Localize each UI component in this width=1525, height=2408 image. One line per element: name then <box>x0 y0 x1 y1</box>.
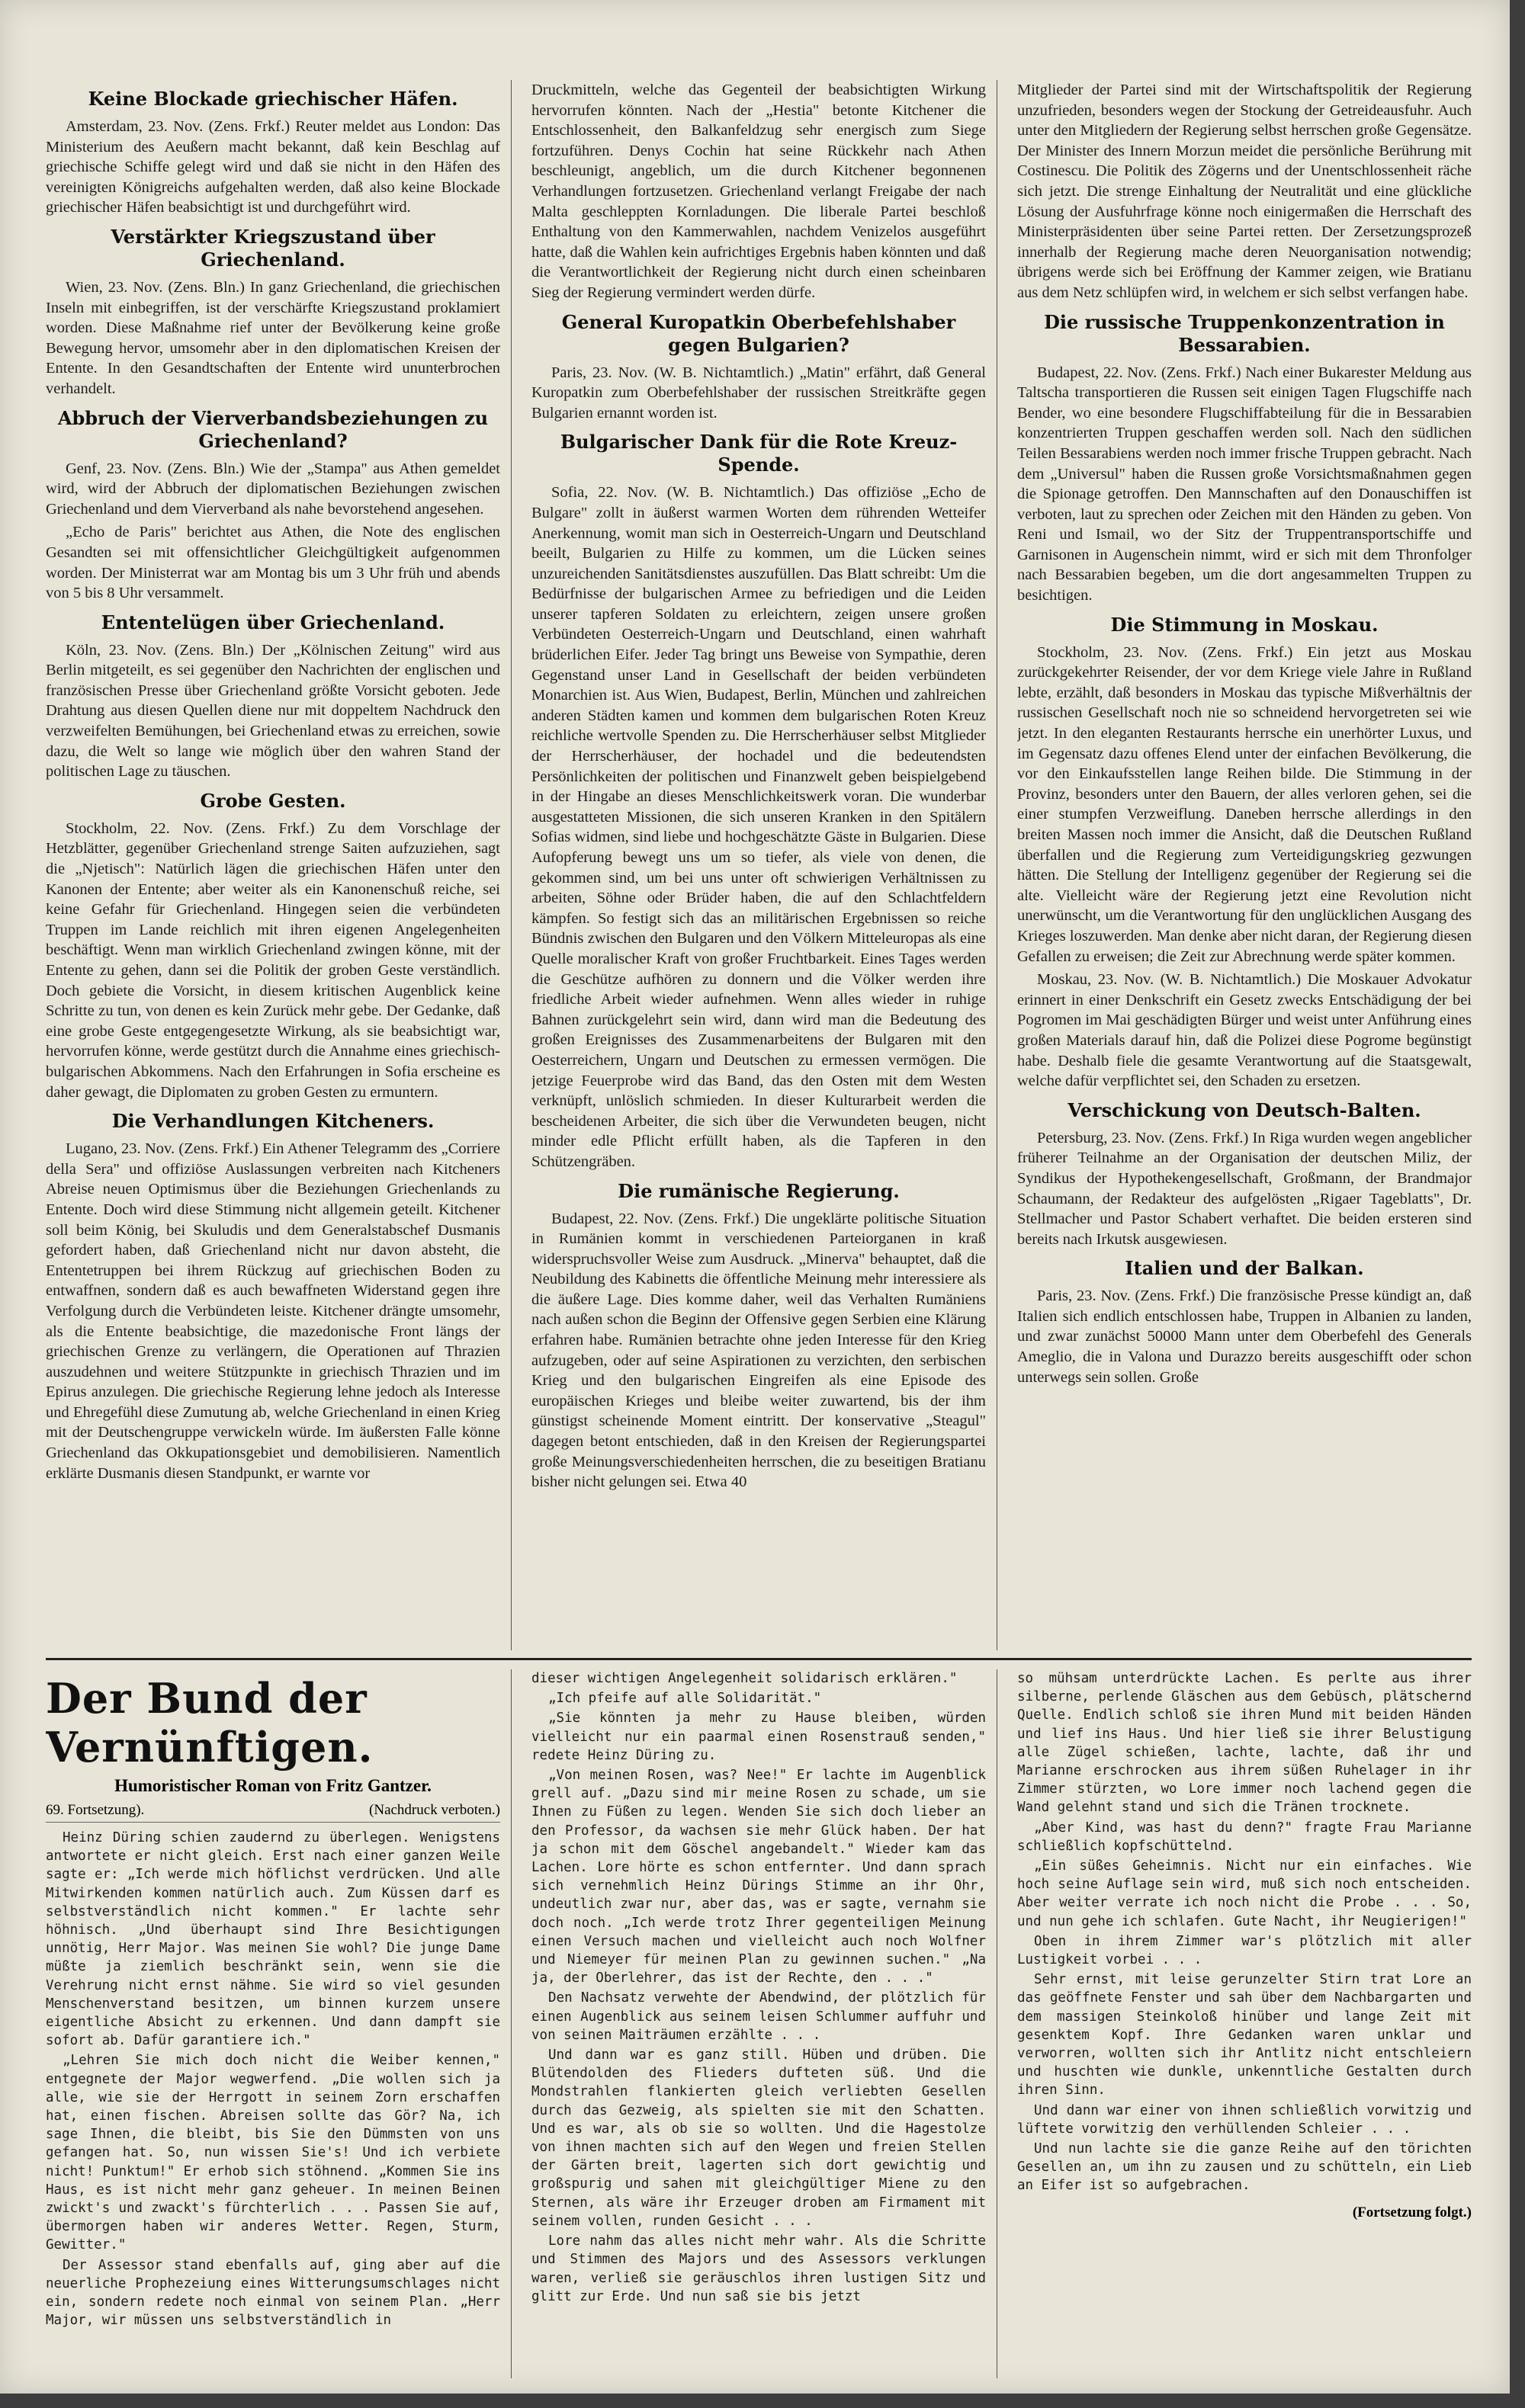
column-3 <box>1017 80 1472 1650</box>
novel-text: dieser wichtigen Angelegenheit solidarisch erklären." <box>531 1671 958 1686</box>
article-text: „Echo de Paris" berichtet aus Athen, die Note des englischen Gesandten sei mit offensichtlicher Gleichgültigkeit aufgenommen worden. Der Ministerrat war am Montag bis um 3 Uhr früh und abends von 5 bis 8 Uhr versammelt. <box>46 524 500 602</box>
article-text: Druckmitteln, welche das Gegenteil der beabsichtigten Wirkung hervorrufen könnten. Nach der „Hestia" betonte Kitchener die Entschlossenheit, den Balkanfeldzug sehr energisch zum Siege fortzuführen. Denys Cochin hat seine Rückkehr nach Athen beschleunigt, angeblich, um die durch Kitchener begonnenen Verhandlungen fortzusetzen. Griechenland verlangt Freigabe der nach Malta geschleppten Kornladungen. Die liberale Partei beschloß Enthaltung von den Kammerwahlen, nachdem Venizelos ausgeführt hatte, daß die Wahlen kein aufrichtiges Ergebnis haben könnten und daß die Verantwortlichkeit der Regierung nicht durch einen scheinbaren Sieg der Regierung vermindert werden dürfe. <box>531 82 986 301</box>
column-2 <box>531 80 997 1650</box>
novel-text: Oben in ihrem Zimmer war's plötzlich mit aller Lustigkeit vorbei . . . <box>1017 1933 1472 1968</box>
article-text: Budapest, 22. Nov. (Zens. Frkf.) Die ungeklärte politische Situation in Rumänien kommt in verschiedenen Parteiorganen in kraß widerspruchsvoller Weise zum Ausdruck. „Minerva" behauptet, daß die Neubildung des Kabinetts die öffentliche Meinung mehr interessiere als die äußere Lage. Dies komme daher, weil das Verhalten Rumäniens nach außen schon die Beginn der Offensive gegen Serbien eine Klärung erfahren habe. Rumänien betrachte ohne jeden Interesse für den Krieg aufzugeben, oder auf seine Aspirationen zu verzichten, den serbischen Krieg und den bulgarischen Eingreifen als eine Episode des europäischen Krieges und bleibe weiter zuwartend, bis der ihm günstigst scheinende Moment eintritt. Der konservative „Steagul" dagegen betont entschieden, daß in den Kreisen der Regierungspartei große Meinungsverschiedenheiten herrschen, die zu beseitigen Bratianu bisher nicht gelungen sei. Etwa 40 <box>531 1210 986 1491</box>
article-text: Lugano, 23. Nov. (Zens. Frkf.) Ein Athener Telegramm des „Corriere della Sera" und offiziöse Auslassungen verbreiten nach Kitcheners Abreise neuen Optimismus über die Beziehungen Griechenlands zu Entente. Doch wird diese Stimmung nicht allgemein geteilt. Kitchener soll beim König, bei Skuludis und dem Generalstabschef Dusmanis gefordert haben, daß Griechenland nicht nur davon absteht, die Ententetruppen bei ihrem Rückzug auf griechischen Boden zu entwaffnen, sondern daß es auch bewaffneten Widerstand gegen ihre Verfolgung durch die Verbündeten leiste. Kitchener drängte umsomehr, als die Entente beabsichtige, die mazedonische Front längs der griechischen Grenze zu verlängern, die Operationen auf Thrazien auszudehnen und weitere Stützpunkte in griechisch Thrazien und im Epirus anzulegen. Die griechische Regierung lehne jedoch als Interesse und Ehregefühl diese Zumutung ab, welche Griechenland in einen Krieg mit der Deutschengruppe verwickeln würde. Im äußersten Falle könne Griechenland das Okkupationsgebiet und demobilisieren. Namentlich erklärte Dusmanis diesen Standpunkt, er warnte vor <box>46 1140 500 1482</box>
novel-text: Lore nahm das alles nicht mehr wahr. Als die Schritte und Stimmen des Majors und des Assessors verklungen waren, verließ sie geräuschlos ihren lustigen Sitz und glitt zur Erde. Und nun saß sie bis jetzt <box>531 2233 986 2304</box>
novel-text: „Sie könnten ja mehr zu Hause bleiben, würden vielleicht nur ein paarmal einen Rosenstrauß senden," redete Heinz Düring zu. <box>531 1711 986 1763</box>
novel-column-3 <box>1017 1669 1472 2378</box>
headline: Verstärkter Kriegszustand über Griechenland. <box>111 225 435 271</box>
continuation-note: (Fortsetzung folgt.) <box>1352 2204 1472 2220</box>
novel-title: Der Bund der Vernünftigen. <box>46 1674 374 1772</box>
installment-number: 69. Fortsetzung). <box>46 1802 145 1818</box>
headline: Verschickung von Deutsch-Balten. <box>1068 1098 1421 1121</box>
article-text: Mitglieder der Partei sind mit der Wirtschaftspolitik der Regierung unzufrieden, besonders wegen der Stockung der Getreideausfuhr. Auch unter den Mitgliedern der Regierung selbst herrschen große Gegensätze. Der Minister des Innern Morzun meidet die persönliche Berührung mit Costinescu. Die Politik des Zögerns und der Unentschlossenheit räche sich jetzt. Die strenge Einhaltung der Neutralität und eine glückliche Lösung der Ausfuhrfrage könne noch einigermaßen die Herrschaft des Ministerpräsidenten über seine Partei retten. Der Zersetzungsprozeß innerhalb der Regierung mache deren Neuorganisation notwendig; übrigens werde sich bei Eröffnung der Kammer zeigen, wie Bratianu aus dem Netz schlüpfen wird, in welchem er sich selbst verfangen habe. <box>1017 82 1472 301</box>
article-text: Petersburg, 23. Nov. (Zens. Frkf.) In Riga wurden wegen angeblicher früherer Teilnahme an der Organisation der deutschen Miliz, der Syndikus der Hypothekengesellschaft, Großmann, der Brandmajor Schaumann, der Redakteur des aufgelösten „Rigaer Tageblatts", Dr. Stellmacher und Pastor Schabert verhaftet. Die beiden ersteren sind bereits nach Irkutsk ausgewiesen. <box>1017 1129 1472 1248</box>
novel-text: „Ein süßes Geheimnis. Nicht nur ein einfaches. Wie hoch seine Auflage sein wird, muß sich noch entscheiden. Aber weiter verrate ich noch nicht die Probe . . . So, und nun gehe ich schlafen. Gute Nacht, ihr Neugierigen!" <box>1017 1858 1472 1929</box>
novel-meta <box>46 1802 500 1823</box>
novel-column-2 <box>531 1669 997 2378</box>
article-text: Moskau, 23. Nov. (W. B. Nichtamtlich.) Die Moskauer Advokatur erinnert in einer Denkschrift ein Gesetz zwecks Entschädigung der bei Pogromen im Mai geschädigten Bürger und weist unter Anführung eines großen Materials darauf hin, daß die Polizei diese Pogrome begünstigt habe. Deshalb fiele die gesamte Verantwortung auf die Staatsgewalt, welche dafür verpflichtet sei, den Schaden zu ersetzen. <box>1017 971 1472 1090</box>
novel-subtitle: Humoristischer Roman von Fritz Gantzer. <box>114 1776 432 1795</box>
article-text: Genf, 23. Nov. (Zens. Bln.) Wie der „Stampa" aus Athen gemeldet wird, wird der Abbruch der diplomatischen Beziehungen zwischen Griechenland und dem Vierverband als nahe bevorstehend angesehen. <box>46 460 500 518</box>
novel-text: Den Nachsatz verwehte der Abendwind, der plötzlich für einen Augenblick aus seinem leisen Schlummer auffuhr und von seinen Maiträumen erzählte . . . <box>531 1990 986 2043</box>
headline: Die russische Truppenkonzentration in Bessarabien. <box>1044 310 1445 356</box>
section-divider <box>46 1658 1472 1660</box>
novel-text: Und nun lachte sie die ganze Reihe auf den törichten Gesellen an, um ihn zu zausen und zu schütteln, ein Lieb an Eifer ist so aufgebrachen. <box>1017 2141 1472 2194</box>
article-text: Stockholm, 22. Nov. (Zens. Frkf.) Zu dem Vorschlage der Hetzblätter, gegenüber Griechenland strenge Saiten aufzuziehen, sagt die „Njetisch": Natürlich lägen die griechischen Häfen unter den Kanonen der Entente; aber weiter als ein Kanonenschuß reiche, sei keine Gefahr für Griechenland. Hingegen seien die verbündeten Truppen im Lande reichlich mit ihren eigenen Angelegenheiten beschäftigt. Wenn man wirklich Griechenland zwingen könne, mit der Entente zu gehen, dann sei die Politik der groben Geste verständlich. Doch gebiete die Vorsicht, in diesem kritischen Augenblick keine Schritte zu tun, von denen es kein Zurück mehr gebe. Der Gedanke, daß eine grobe Geste entgegengesetzte Wirkung, als sie beabsichtigt war, hervorrufen könne, werde gestützt durch die Annahme eines griechisch-bulgarischen Abkommens. Nach den Erfahrungen in Sofia erscheine es daher gewagt, die Diplomaten zu groben Gesten zu ermuntern. <box>46 819 500 1101</box>
novel-text: „Lehren Sie mich doch nicht die Weiber kennen," entgegnete der Major wegwerfend. „Die wollen sich ja alle, wie sie der Herrgott in seinem Zorn erschaffen hat, einen fischen. Abreisen sollte das Gör? Na, ich sage Ihnen, die bleibt, bis Sie den Dümmsten von uns gefangen hat. So, nun wissen Sie's! Und ich verbiete nicht! Punktum!" Er erhob sich stöhnend. „Kommen Sie ins Haus, es ist nicht mehr ganz geheuer. In meinen Beinen zwickt's und zwackt's fürchterlich . . . Passen Sie auf, übermorgen haben wir anderes Wetter. Regen, Sturm, Gewitter." <box>46 2053 500 2253</box>
novel-text: „Von meinen Rosen, was? Nee!" Er lachte im Augenblick grell auf. „Dazu sind mir meine Rosen zu schade, um sie Ihnen zu Füßen zu legen. Wenden Sie sich doch lieber an den Professor, da wachsen sie mehr Glück haben. Der hat ja schon mit dem Göschel angebandelt." Wieder kam das Lachen. Lore hörte es schon entfernter. Und dann sprach sich vernehmlich Heinz Dürings Stimme an ihr Ohr, undeutlich zwar nur, aber das, was er sagte, vernahm sie doch noch. „Ich werde trotz Ihrer gegenteiligen Meinung einen Versuch machen und vielleicht auch noch Wolfner und Niemeyer für meinen Plan zu gewinnen suchen." „Na ja, der Oberlehrer, das ist der Rechte, den . . ." <box>531 1768 986 1986</box>
article-text: Sofia, 22. Nov. (W. B. Nichtamtlich.) Das offiziöse „Echo de Bulgare" zollt in äußerst warmen Worten dem rührenden Wetteifer Anerkennung, womit man sich in Oesterreich-Ungarn und Deutschland beeilt, Bulgarien zu Hilfe zu kommen, um die Lücken seines unzureichenden Sanitätsdienstes auszufüllen. Das Blatt schreibt: Um die Bedürfnisse der bulgarischen Armee zu befriedigen und die Leiden unserer tapferen Soldaten zu erleichtern, zeigen unsere großen Verbündeten Oesterreich-Ungarn und Deutschland, einen wahrhaft brüderlichen Eifer. Jeder Tag bringt uns Beweise von Sympathie, deren Gegenstand unser Land in Gesellschaft der beiden verbündeten Monarchien ist. Aus Wien, Budapest, Berlin, München und zahlreichen anderen Städten kamen und kommen dem bulgarischen Roten Kreuz reichliche wertvolle Spenden zu. Die Herrscherhäuser selbst Mitglieder der Herrscherhäuser, der hochadel und die bedeutendsten Persönlichkeiten der politischen und Finanzwelt geben beispielgebend in der Hingabe an dieses Menschlichkeitswerk voran. Die wunderbar ausgestatteten Missionen, die sich unseren Kranken in den Spitälern Sofias widmen, sind liebe und hochgeschätzte Gäste in Bulgarien. Diese Aufopferung bewegt uns um so tiefer, als viele von denen, die gekommen sind, um bei uns unter oft schwierigen Verhältnissen zu arbeiten, Söhne oder Brüder haben, die auf den Schlachtfeldern kämpfen. So festigt sich das an militärischen Ergebnissen so reiche Bündnis zwischen den Bulgaren und den Völkern Mitteleuropas als eine Quelle moralischer Kraft von großer Fruchtbarkeit. Eines Tages werden die Geschütze aufhören zu donnern und die Völker werden ihre friedliche Arbeit wieder aufnehmen. Wenn alles wieder in ruhige Bahnen zurückgelehrt sein wird, dann wird man die Bedeutung des großen Ereignisses des Zusammenarbeitens der Bulgaren mit den Oesterreichern, Ungarn und Deutschen zu ermessen vermögen. Die jetzige Feuerprobe wird das Band, das den Osten mit dem Westen verknüpft, unlöslich schmieden. In dieser Kulturarbeit werden die bescheidenen Arbeiter, die sich über die Verwundeten beugen, nicht minder edle Pflicht erfüllt haben, als die Tapferen in den Schützengräben. <box>531 484 986 1170</box>
novel-text: Und dann war einer von ihnen schließlich vorwitzig und lüftete vorwitzig den verhüllenden Schleier . . . <box>1017 2102 1472 2137</box>
headline: Grobe Gesten. <box>200 789 346 812</box>
article-text: Paris, 23. Nov. (W. B. Nichtamtlich.) „Matin" erfährt, daß General Kuropatkin zum Oberbefehlshaber der russischen Streitkräfte gegen Bulgarien ernannt worden ist. <box>531 364 986 422</box>
article-text: Köln, 23. Nov. (Zens. Bln.) Der „Kölnischen Zeitung" wird aus Berlin mitgeteilt, es sei gegenüber den Nachrichten der englischen und französischen Presse über Griechenland größte Vorsicht geboten. Jede Drahtung aus diesen Quellen diene nur mit doppeltem Nachdruck den verzweifelten Bemühungen, bei Griechenland etwas zu erreichen, sowie dazu, die Welt so lange wie möglich über den wahren Stand der politischen Lage zu täuschen. <box>46 641 500 781</box>
novel-text: Der Assessor stand ebenfalls auf, ging aber auf die neuerliche Prophezeiung eines Witterungsumschlages nicht ein, sondern redete noch einmal von seinem Plan. „Herr Major, wir müssen uns selbstverständlich in <box>46 2257 500 2329</box>
novel-text: so mühsam unterdrückte Lachen. Es perlte aus ihrer silberne, perlende Gläschen aus dem Gebüsch, plätschernd Quelle. Endlich schloß sie ihren Mund mit beiden Händen und lief ins Haus. Und hier ließ sie ihrer Belustigung alle Zügel schießen, lachte, lachte, daß ihr und Marianne erschrocken aus ihrem süßen Ruhelager in ihr Zimmer stürzten, wo Lore immer noch lachend gegen die Wand gelehnt stand und sich die Tränen trocknete. <box>1017 1671 1472 1816</box>
novel-column-1 <box>46 1669 512 2378</box>
headline: Die Verhandlungen Kitcheners. <box>111 1110 435 1133</box>
column-1 <box>46 80 512 1650</box>
novel-text: Heinz Düring schien zaudernd zu überlegen. Wenigstens antwortete er nicht gleich. Erst nach einer ganzen Weile sagte er: „Ich werde mich höflichst verdrücken. Und alle Mitwirkenden kommen natürlich auch. Zum Küssen darf es selbstverständlich nicht kommen." Er lachte sehr höhnisch. „Und überhaupt sind Ihre Besichtigungen unnötig, Herr Major. Was meinen Sie wohl? Die junge Dame müßte ja ziemlich beschränkt sein, wenn sie die Verehrung nicht ernst nähme. Sie wird so viel gesunden Menschenverstand besitzen, um binnen kurzem unsere eigentliche Absicht zu erkennen. Und dann dampft sie sofort ab. Dafür garantiere ich." <box>46 1830 500 2049</box>
headline: General Kuropatkin Oberbefehlshaber gegen Bulgarien? <box>561 310 956 356</box>
headline: Ententelügen über Griechenland. <box>101 611 445 633</box>
article-text: Stockholm, 23. Nov. (Zens. Frkf.) Ein jetzt aus Moskau zurückgekehrter Reisender, der vor dem Kriege viele Jahre in Rußland lebte, erzählt, daß besonders in Moskau das typische Mißverhältnis der russischen Gesellschaft noch nie so schneidend hervorgetreten sei wie jetzt. In den eleganten Restaurants herrsche ein unerhörter Luxus, und im Gegensatz dazu offenes Elend unter der einfachen Bevölkerung, die vor den Einkaufsstellen lange Reihen bilde. Die Stimmung in der Provinz, besonders unter den Bauern, der alles verloren gehen, sei die einer stumpfen Verzweiflung. Daneben herrsche allerdings in den breiten Massen noch immer die Ansicht, daß die Deutschen Rußland überfallen und die Regierung zum Verteidigungskrieg gezwungen hätten. Die Stellung der Intelligenz gegenüber der Regierung sei die alte. Vielleicht wäre der Regierung jetzt eine Revolution nicht unerwünscht, um die Verantwortung für den unglücklichen Ausgang des Krieges loszuwerden. Man denke aber nicht daran, der Regierung diesen Gefallen zu erweisen; die Zeit zur Abrechnung werde später kommen. <box>1017 643 1472 965</box>
article-text: Wien, 23. Nov. (Zens. Bln.) In ganz Griechenland, die griechischen Inseln mit einbegriffen, ist der verschärfte Kriegszustand proklamiert worden. Diese Maßnahme rief unter der Bevölkerung keine große Bewegung hervor, umsomehr aber in den diplomatischen Kreisen der Entente. In den Gesandtschaften der Entente wird ununterbrochen verhandelt. <box>46 278 500 397</box>
article-text: Budapest, 22. Nov. (Zens. Frkf.) Nach einer Bukarester Meldung aus Taltscha transportieren die Russen seit einigen Tagen Flugschiffe nach Bender, wo eine besondere Flugschiffabteilung für die in Bessarabien konzentrierten Truppen geschaffen werden soll. Nach den südlichen Teilen Bessarabiens werden noch immer frische Truppen gebracht. Nach dem „Universul" haben die Russen große Vorsichtsmaßnahmen gegen die Spionage getroffen. Den Mannschaften auf den Donauschiffen ist verboten, laut zu sprechen oder Zeichen mit den Händen zu geben. Von Reni und Ismail, wo der Sitz der Truppentransportschiffe und Garnisonen in Augenschein nimmt, wird er sich mit dem Thronfolger nach Bessarabien begeben, um die dort angesammelten Truppen zu besichtigen. <box>1017 364 1472 604</box>
novel-text: Und dann war es ganz still. Hüben und drüben. Die Blütendolden des Flieders dufteten süß. Und die Mondstrahlen flankierten gleich verliebten Gesellen durch das Gezweig, als spielten sie mit den Schatten. Und es war, als ob sie so wollten. Und die Hagestolze von ihnen machten sich auf den Wegen und freien Stellen der Gärten breit, lagerten sich dort gewichtig und großspurig und sahen mit gleichgültiger Miene zu den Sternen, als wäre ihr Erzeuger droben am Firmament mit seinem vollen, runden Gesicht . . . <box>531 2047 986 2229</box>
news-section <box>46 80 1472 1650</box>
feuilleton-section <box>46 1669 1472 2378</box>
novel-text: „Aber Kind, was hast du denn?" fragte Frau Marianne schließlich kopfschüttelnd. <box>1017 1820 1472 1854</box>
headline: Italien und der Balkan. <box>1125 1257 1364 1280</box>
reprint-notice: (Nachdruck verboten.) <box>369 1802 500 1818</box>
article-text: Paris, 23. Nov. (Zens. Frkf.) Die französische Presse kündigt an, daß Italien sich endlich entschlossen habe, Truppen in Albanien zu landen, und zwar zunächst 50000 Mann unter dem Oberbefehl des Generals Ameglio, die in Valona und Durazzo bereits ausgeschifft oder schon unterwegs sein sollen. Große <box>1017 1287 1472 1386</box>
novel-text: Sehr ernst, mit leise gerunzelter Stirn trat Lore an das geöffnete Fenster und sah über dem Nachbargarten und dem massigen Steinkoloß hinüber und lange Zeit mit gesenktem Kopf. Ihre Gedanken waren unklar und verworren, wollten sich ihr Antlitz nicht entschleiern und huschten wie dunkle, unkenntliche Gestalten durch ihren Sinn. <box>1017 1972 1472 2099</box>
novel-text: „Ich pfeife auf alle Solidarität." <box>548 1691 822 1707</box>
headline: Bulgarischer Dank für die Rote Kreuz-Spende. <box>560 431 958 476</box>
headline: Keine Blockade griechischer Häfen. <box>88 88 458 110</box>
headline: Abbruch der Vierverbandsbeziehungen zu Griechenland? <box>57 406 489 452</box>
headline: Die Stimmung in Moskau. <box>1110 613 1379 636</box>
article-text: Amsterdam, 23. Nov. (Zens. Frkf.) Reuter meldet aus London: Das Ministerium des Aeußern macht bekannt, daß kein Beschlag auf griechische Schiffe gelegt wird und daß sie nicht in den Häfen des vereinigten Königreichs aufgehalten werden, daß also keine Blockade griechischer Häfen beabsichtigt ist und durchgeführt wird. <box>46 118 500 216</box>
headline: Die rumänische Regierung. <box>618 1179 900 1202</box>
